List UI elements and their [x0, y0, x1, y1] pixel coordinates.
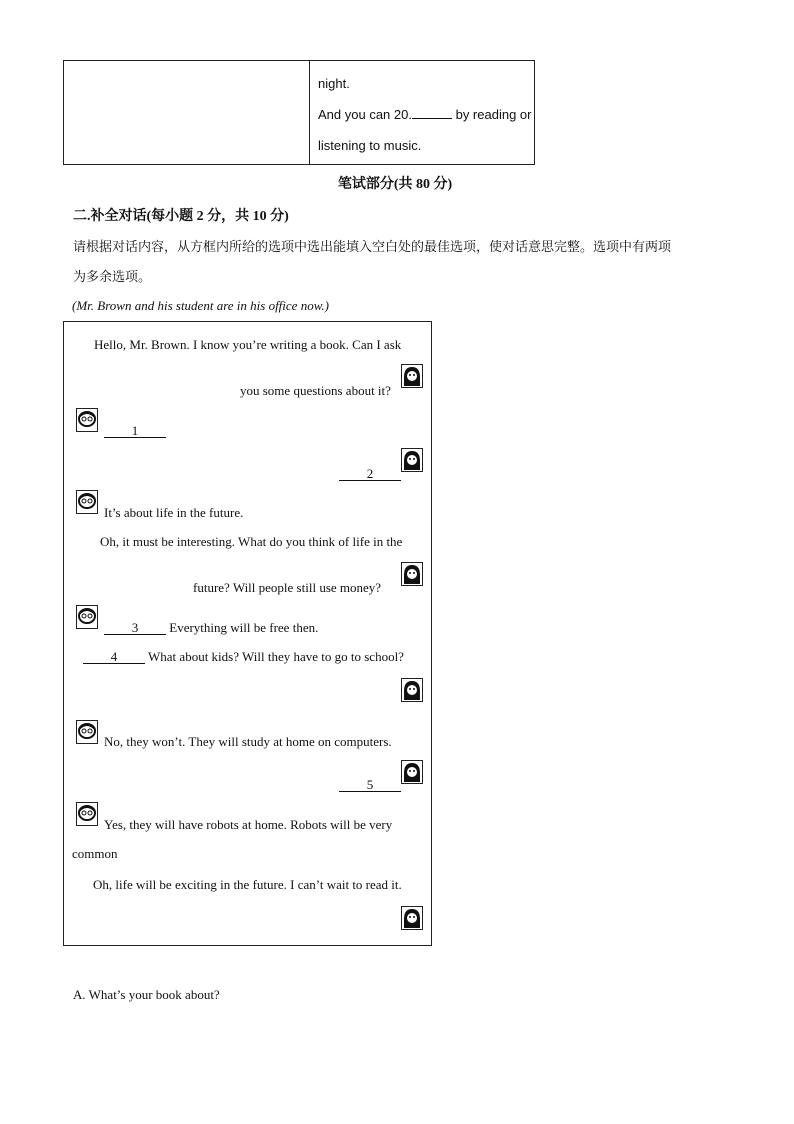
dialogue-line-5: [104, 620, 318, 636]
table-line-reading: by reading or: [455, 107, 532, 122]
blank-20-label: And you can 20.: [318, 107, 412, 122]
blank-5[interactable]: 5: [339, 778, 401, 792]
table-line-music: listening to music.: [318, 138, 422, 153]
blank-5-line: [339, 777, 401, 793]
student-avatar-icon: [401, 364, 423, 388]
section2-heading: 二.补全对话(每小题 2 分，共 10 分): [73, 209, 289, 224]
dialogue-line-4a: Oh, it must be interesting. What do you think of life in the: [100, 534, 403, 549]
dialogue-line-4b: future? Will people still use money?: [193, 580, 382, 595]
student-avatar-icon: [401, 562, 423, 586]
blank-2-line: [339, 466, 401, 482]
dialogue-line-6: [83, 649, 404, 665]
teacher-avatar-icon: [76, 802, 98, 826]
dialogue-line-5-text: Everything will be free then.: [169, 620, 319, 635]
dialogue-line-6-text: What about kids? Will they have to go to school?: [148, 649, 404, 664]
section-title: 笔试部分(共 80 分): [337, 177, 453, 192]
dialogue-line-9: Oh, life will be exciting in the future. I can’t wait to read it.: [93, 877, 402, 892]
answer-table: [63, 60, 535, 165]
blank-3[interactable]: 3: [104, 621, 166, 635]
dialogue-box: [63, 321, 432, 946]
teacher-avatar-icon: [76, 720, 98, 744]
student-avatar-icon: [401, 760, 423, 784]
blank-20[interactable]: [412, 107, 452, 119]
dialogue-line-1a: Hello, Mr. Brown. I know you’re writing a book. Can I ask: [94, 337, 402, 352]
student-avatar-icon: [401, 448, 423, 472]
dialogue-line-8a: Yes, they will have robots at home. Robots will be very: [104, 817, 393, 832]
dialogue-line-7: No, they won’t. They will study at home on computers.: [104, 734, 392, 749]
student-avatar-icon: [401, 906, 423, 930]
blank-1-line: [104, 423, 166, 439]
student-avatar-icon: [401, 678, 423, 702]
table-divider: [309, 61, 310, 164]
dialogue-line-3: It’s about life in the future.: [104, 505, 244, 520]
instruction-line2: 为多余选项。: [73, 270, 152, 285]
dialogue-line-1b: you some questions about it?: [240, 383, 391, 398]
blank-1[interactable]: 1: [104, 424, 166, 438]
teacher-avatar-icon: [76, 490, 98, 514]
table-line-night: night.: [318, 76, 350, 91]
blank-2[interactable]: 2: [339, 467, 401, 481]
table-line-blank20: [318, 107, 531, 122]
instruction-line1: 请根据对话内容，从方框内所给的选项中选出能填入空白处的最佳选项，使对话意思完整。选项中有两项: [73, 240, 672, 255]
scene-note: (Mr. Brown and his student are in his office now.): [72, 298, 329, 313]
option-a[interactable]: A. What’s your book about?: [73, 987, 220, 1002]
teacher-avatar-icon: [76, 408, 98, 432]
blank-4[interactable]: 4: [83, 650, 145, 664]
dialogue-line-8b: common: [72, 846, 118, 861]
teacher-avatar-icon: [76, 605, 98, 629]
